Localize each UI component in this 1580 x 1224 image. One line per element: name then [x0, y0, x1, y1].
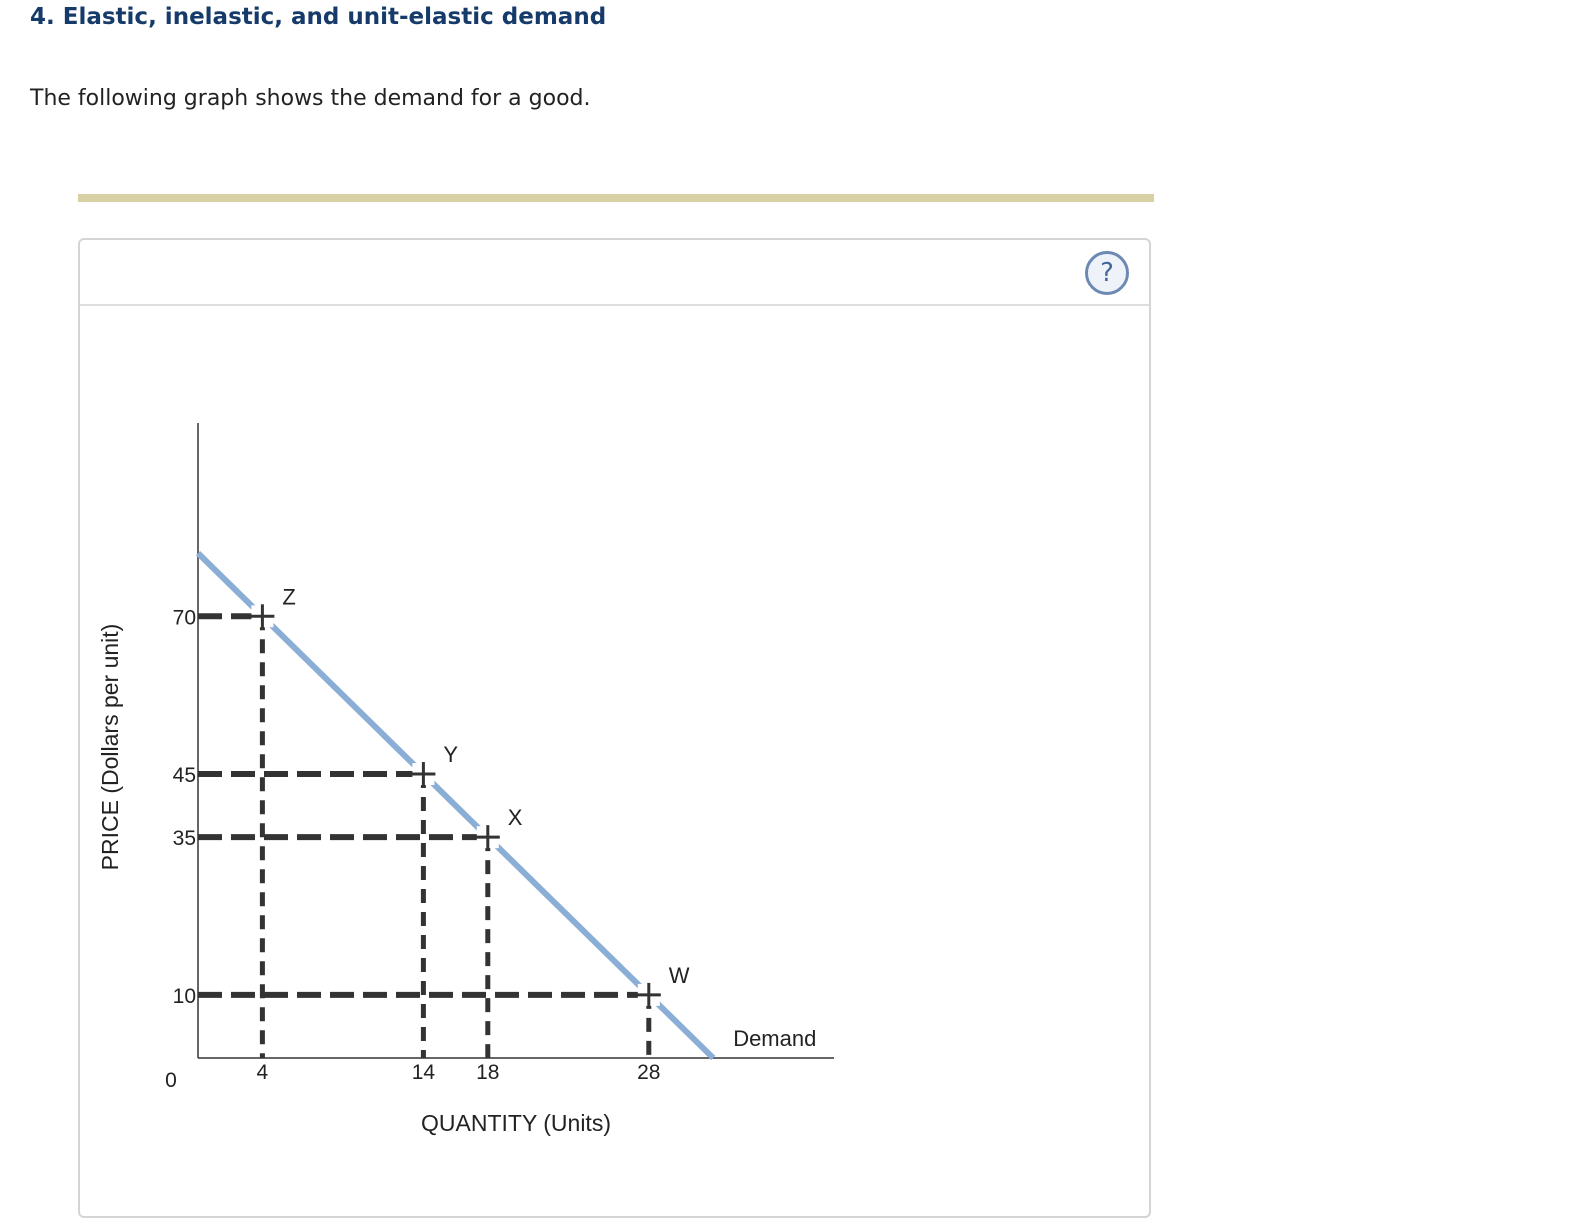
y-tick-10: 10	[172, 984, 196, 1008]
guide-lines	[198, 616, 649, 1058]
x-tick-14: 14	[411, 1061, 436, 1084]
demand-line	[198, 553, 713, 1058]
x-tick-28: 28	[637, 1061, 661, 1084]
point-w[interactable]	[637, 963, 690, 1007]
y-tick-45: 45	[172, 764, 196, 788]
y-axis-title: PRICE (Dollars per unit)	[97, 623, 123, 871]
demand-points[interactable]	[250, 584, 689, 1007]
x-axis-title: QUANTITY (Units)	[421, 1110, 611, 1136]
page-heading: 4. Elastic, inelastic, and unit-elastic demand	[30, 4, 607, 30]
y-tick-35: 35	[172, 827, 196, 851]
point-z[interactable]	[250, 584, 295, 628]
help-icon[interactable]: ?	[1085, 251, 1129, 295]
x-tick-4: 4	[256, 1061, 269, 1084]
origin-label: 0	[165, 1069, 177, 1092]
point-w-label: W	[668, 962, 690, 988]
point-y[interactable]	[411, 742, 458, 786]
point-x-label: X	[507, 805, 523, 831]
point-z-label: Z	[282, 584, 296, 610]
intro-text: The following graph shows the demand for a good.	[30, 86, 591, 111]
y-tick-70: 70	[172, 606, 196, 630]
demand-series-label: Demand	[733, 1026, 817, 1051]
point-x[interactable]	[476, 805, 523, 849]
tick-labels	[173, 606, 661, 1084]
point-y-label: Y	[443, 742, 459, 768]
chart-axes	[198, 423, 834, 1058]
x-tick-18: 18	[476, 1061, 500, 1084]
